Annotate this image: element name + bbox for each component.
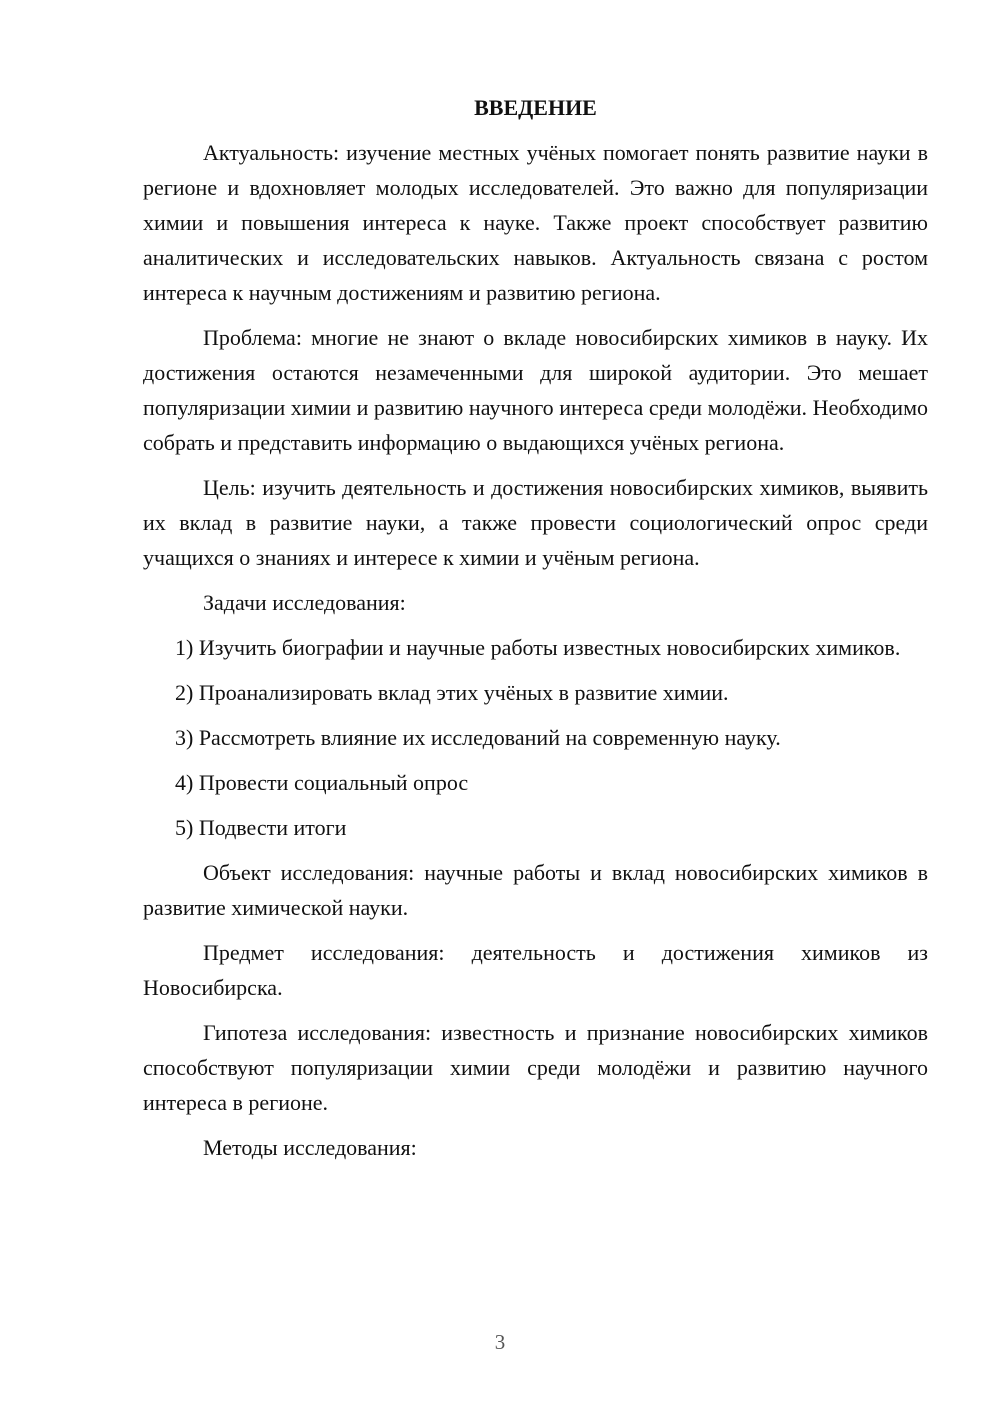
methods-heading: Методы исследования:: [203, 1135, 417, 1160]
hypothesis-paragraph: Гипотеза исследования: известность и признание новосибирских химиков способствуют популяризации химии среди молодёжи и развитию научного интереса в регионе.: [143, 1020, 928, 1115]
page-number: 3: [494, 1330, 506, 1354]
document-page: [143, 90, 928, 1175]
problem-paragraph: Проблема: многие не знают о вкладе новосибирских химиков в науку. Их достижения остаются незамеченными для широкой аудитории. Это мешает популяризации химии и развитию научного интереса среди молодёжи. Необходимо собрать и представить информацию о выдающихся учёных региона.: [143, 325, 928, 455]
object-paragraph: Объект исследования: научные работы и вклад новосибирских химиков в развитие химической науки.: [143, 860, 928, 920]
task-item: 2) Проанализировать вклад этих учёных в развитие химии.: [175, 680, 729, 705]
task-item: 5) Подвести итоги: [175, 815, 347, 840]
subject-paragraph: Предмет исследования: деятельность и достижения химиков из Новосибирска.: [143, 940, 928, 1000]
task-item: 1) Изучить биографии и научные работы известных новосибирских химиков.: [175, 635, 901, 660]
tasks-heading: Задачи исследования:: [203, 590, 406, 615]
task-item: 3) Рассмотреть влияние их исследований на современную науку.: [175, 725, 781, 750]
task-item: 4) Провести социальный опрос: [175, 770, 469, 795]
goal-paragraph: Цель: изучить деятельность и достижения новосибирских химиков, выявить их вклад в развитие науки, а также провести социологический опрос среди учащихся о знаниях и интересе к химии и учёным региона.: [143, 475, 928, 570]
section-title: ВВЕДЕНИЕ: [474, 95, 597, 120]
relevance-paragraph: Актуальность: изучение местных учёных помогает понять развитие науки в регионе и вдохновляет молодых исследователей. Это важно для популяризации химии и повышения интереса к науке. Также проект способствует развитию аналитических и исследовательских навыков. Актуальность связана с ростом интереса к научным достижениям и развитию региона.: [143, 140, 928, 305]
